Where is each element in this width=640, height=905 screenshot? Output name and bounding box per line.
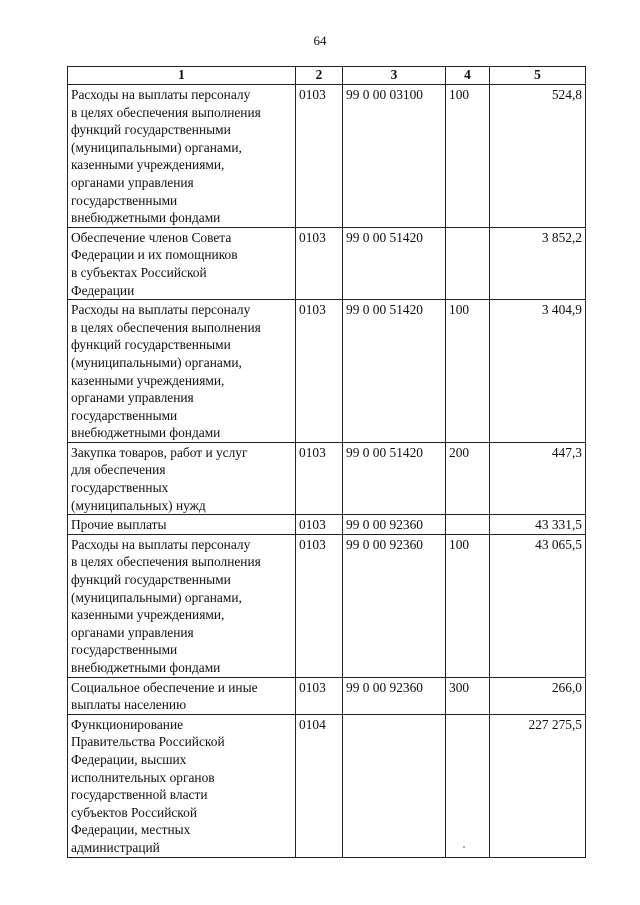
row-expense-type: 300 (446, 677, 490, 714)
row-expense-type: 200 (446, 442, 490, 514)
row-name: Расходы на выплаты персоналу в целях обеспечения выполнения функций государственными (муниципальными) органами, казенными учреждениями, органами управления государственными внебюджетными фондами (68, 85, 296, 228)
row-target-article (343, 714, 446, 857)
table-row (68, 714, 586, 857)
row-target-article: 99 0 00 03100 (343, 85, 446, 228)
table-row (68, 534, 586, 677)
row-section-code: 0104 (296, 714, 343, 857)
row-section-code: 0103 (296, 534, 343, 677)
row-expense-type (446, 227, 490, 299)
table-row (68, 300, 586, 443)
row-amount: 3 852,2 (490, 227, 586, 299)
table-row (68, 677, 586, 714)
row-section-code: 0103 (296, 677, 343, 714)
row-expense-type: 100 (446, 85, 490, 228)
table-header-row (68, 67, 586, 85)
row-section-code: 0103 (296, 442, 343, 514)
row-target-article: 99 0 00 92360 (343, 677, 446, 714)
row-amount: 43 331,5 (490, 515, 586, 535)
row-amount: 524,8 (490, 85, 586, 228)
row-name: Расходы на выплаты персоналу в целях обеспечения выполнения функций государственными (муниципальными) органами, казенными учреждениями, органами управления государственными внебюджетными фондами (68, 300, 296, 443)
table-row (68, 515, 586, 535)
scan-speck (463, 846, 465, 848)
row-section-code: 0103 (296, 515, 343, 535)
row-name: Расходы на выплаты персоналу в целях обеспечения выполнения функций государственными (муниципальными) органами, казенными учреждениями, органами управления государственными внебюджетными фондами (68, 534, 296, 677)
header-col-3: 3 (343, 67, 446, 85)
row-expense-type: 100 (446, 300, 490, 443)
table-row (68, 442, 586, 514)
row-amount: 266,0 (490, 677, 586, 714)
row-name: Функционирование Правительства Российской Федерации, высших исполнительных органов государственной власти субъектов Российской Федерации, местных администраций (68, 714, 296, 857)
row-target-article: 99 0 00 51420 (343, 227, 446, 299)
row-expense-type (446, 515, 490, 535)
page-number: 64 (313, 33, 327, 48)
row-target-article: 99 0 00 51420 (343, 442, 446, 514)
row-target-article: 99 0 00 51420 (343, 300, 446, 443)
header-col-5: 5 (490, 67, 586, 85)
row-expense-type (446, 714, 490, 857)
row-expense-type: 100 (446, 534, 490, 677)
row-name: Обеспечение членов Совета Федерации и их помощников в субъектах Российской Федерации (68, 227, 296, 299)
table-row (68, 227, 586, 299)
budget-table (67, 66, 586, 858)
row-name: Прочие выплаты (68, 515, 296, 535)
row-amount: 447,3 (490, 442, 586, 514)
row-target-article: 99 0 00 92360 (343, 534, 446, 677)
row-name: Социальное обеспечение и иные выплаты населению (68, 677, 296, 714)
header-col-1: 1 (68, 67, 296, 85)
row-amount: 227 275,5 (490, 714, 586, 857)
row-name: Закупка товаров, работ и услуг для обеспечения государственных (муниципальных) нужд (68, 442, 296, 514)
row-amount: 3 404,9 (490, 300, 586, 443)
header-col-4: 4 (446, 67, 490, 85)
row-section-code: 0103 (296, 300, 343, 443)
row-target-article: 99 0 00 92360 (343, 515, 446, 535)
table-row (68, 85, 586, 228)
row-section-code: 0103 (296, 85, 343, 228)
row-section-code: 0103 (296, 227, 343, 299)
header-col-2: 2 (296, 67, 343, 85)
row-amount: 43 065,5 (490, 534, 586, 677)
